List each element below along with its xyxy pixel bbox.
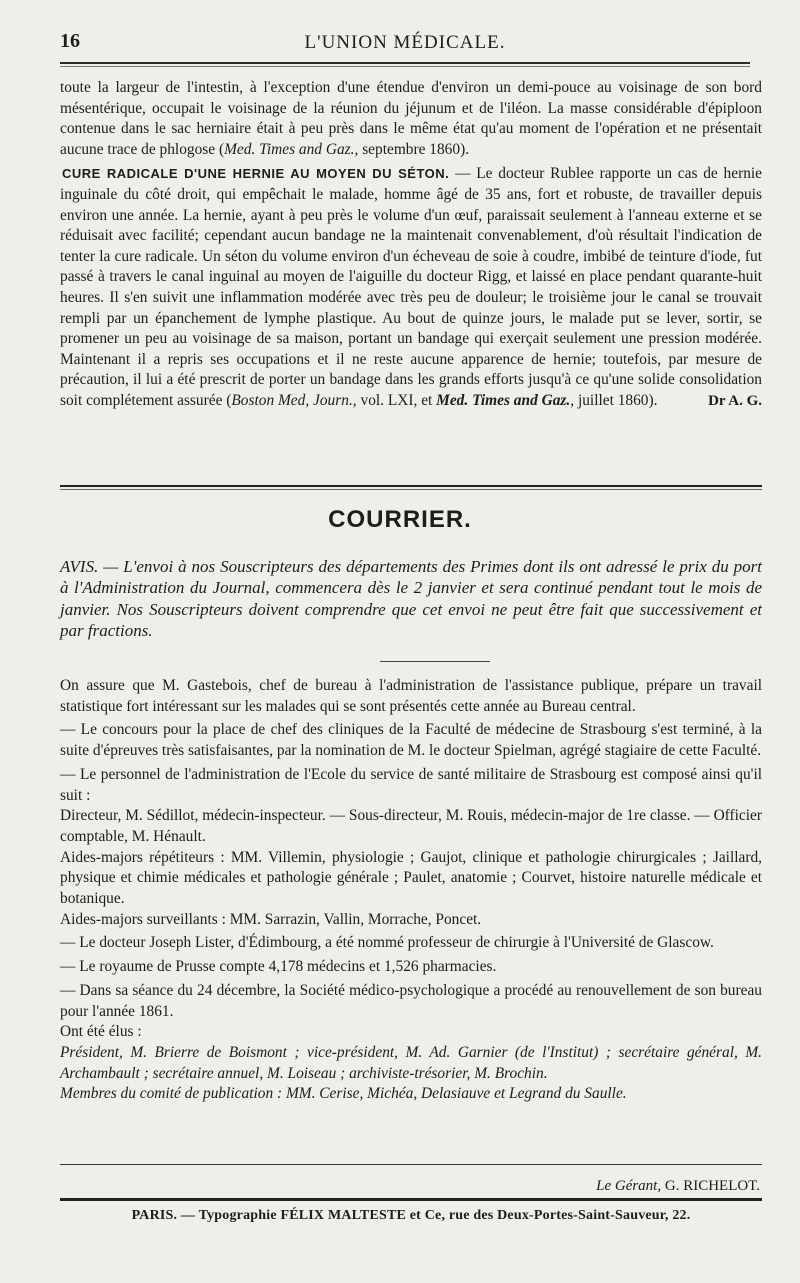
news-item-directeur: Directeur, M. Sédillot, médecin-inspecteur. — Sous-directeur, M. Rouis, médecin-major de 1re classe. — Officier comptable, M. Hénault. [60, 807, 762, 845]
news-item-elus: Ont été élus : [60, 1023, 142, 1041]
gerant-label: Le Gérant, [596, 1178, 662, 1194]
header-rule [60, 62, 750, 64]
page-header [60, 30, 750, 60]
courrier-heading: COURRIER. [328, 506, 472, 533]
article-signature: Dr A. G. [708, 392, 762, 409]
news-item-prusse: — Le royaume de Prusse compte 4,178 médecins et 1,526 pharmacies. [60, 958, 497, 976]
continued-paragraph: toute la largeur de l'intestin, à l'exception d'une étendue d'environ un demi-pouce au voisinage de son bord mésentérique, occupait le voisinage de la réunion du jéjunum et de l'iléon. La masse considérable d'épiploon contenue dans le sac herniaire était à peu près dans le même état qu'au moment de l'opération et ne présentait aucune trace de phlogose (Med. Times and Gaz., septembre 1860). [60, 79, 762, 158]
news-item-surveillants: Aides-majors surveillants : MM. Sarrazin, Vallin, Morrache, Poncet. [60, 910, 482, 928]
printer-imprint: PARIS. — Typographie FÉLIX MALTESTE et Ce, rue des Deux-Portes-Saint-Sauveur, 22. [131, 1208, 691, 1223]
news-item-personnel: — Le personnel de l'administration de l'Ecole du service de santé militaire de Strasbourg est composé ainsi qu'il suit : [60, 765, 762, 804]
page-number: 16 [60, 30, 80, 52]
news-item-societe: — Dans sa séance du 24 décembre, la Société médico-psychologique a procédé au renouvellement de son bureau pour l'année 1861. [60, 981, 762, 1020]
top-article-section [60, 78, 762, 412]
header-rule-thin [60, 66, 750, 67]
gerant-name: G. RICHELOT. [664, 1178, 760, 1194]
article-heading: CURE RADICALE D'UNE HERNIE AU MOYEN DU SÉTON. [62, 166, 450, 182]
gerant-line [60, 1178, 760, 1195]
section-divider [60, 485, 762, 490]
short-divider [380, 661, 490, 662]
news-item-comite: Membres du comité de publication : MM. Cerise, Michéa, Delasiauve et Legrand du Saulle. [60, 1085, 627, 1103]
hernia-article: CURE RADICALE D'UNE HERNIE AU MOYEN DU SÉTON. — Le docteur Rublee rapporte un cas de hernie inguinale du côté droit, qui empêchait le malade, homme âgé de 35 ans, fort et robuste, de travailler depuis environ une année. La hernie, ayant à peu près le volume d'un œuf, paraissait seulement à l'anneau externe et se réduisait avec facilité; cependant aucun bandage ne la maintenait convenablement, d'où résultait l'indication de tenter la cure radicale. Un séton du volume environ d'un écheveau de soie à coudre, imbibé de teinture d'iode, fut passé à travers le canal inguinal au moyen de l'aiguille du docteur Rigg, et laissé en place pendant quarante-huit heures. Il s'en suivit une inflammation modérée avec très peu de douleur; le troisième jour le canal se trouvait rempli par un épanchement de lymphe plastique. Au bout de quinze jours, le malade put se lever, sortir, se promener un peu au voisinage de sa maison, portant un bandage qui exerçait seulement une pression modérée. Maintenant il a repris ses occupations et il ne reste aucune apparence de hernie; toutefois, par mesure de précaution, il lui a été prescrit de porter un bandage dans les grands efforts jusqu'à ce qu'une solide consolidation soit complétement assurée (Boston Med, Journ., vol. LXI, et Med. Times and Gaz., juillet 1860). Dr A. G. [60, 164, 762, 411]
news-item-bureau: Président, M. Brierre de Boismont ; vice-président, M. Ad. Garnier (de l'Institut) ; secrétaire général, M. Archambault ; secrétaire annuel, M. Loiseau ; archiviste-trésorier, M. Brochin. [60, 1043, 762, 1082]
news-item-concours: — Le concours pour la place de chef des cliniques de la Faculté de médecine de Strasbourg s'est terminé, à la suite d'épreuves très satisfaisantes, par la nomination de M. le docteur Spielman, agrégé stagiaire de cette Faculté. [60, 721, 762, 760]
journal-title: L'UNION MÉDICALE. [304, 32, 506, 53]
avis-notice: AVIS. — L'envoi à nos Souscripteurs des départements des Primes dont ils ont adressé le prix du port à l'Administration du Journal, commencera dès le 2 janvier et sera continué pendant tout le mois de janvier. Nos Souscripteurs doivent comprendre que cet envoi ne peut être fait que successivement et par fractions. [60, 557, 762, 641]
footer-rule [60, 1164, 762, 1165]
news-item-lister: — Le docteur Joseph Lister, d'Édimbourg, a été nommé professeur de chirurgie à l'Université de Glascow. [60, 934, 714, 952]
news-item-repetiteurs: Aides-majors répétiteurs : MM. Villemin, physiologie ; Gaujot, clinique et pathologie chirurgicales ; Jaillard, physique et chimie médicales et pathologie générale ; Paulet, anatomie ; Courvet, histoire naturelle médicale et botanique. [60, 848, 762, 908]
news-item-gastebois: On assure que M. Gastebois, chef de bureau à l'administration de l'assistance publique, prépare un travail statistique fort intéressant sur les malades qui se sont présentés cette année au Bureau central. [60, 677, 762, 715]
footer-rule-thick [60, 1198, 762, 1201]
news-items [60, 676, 762, 1105]
